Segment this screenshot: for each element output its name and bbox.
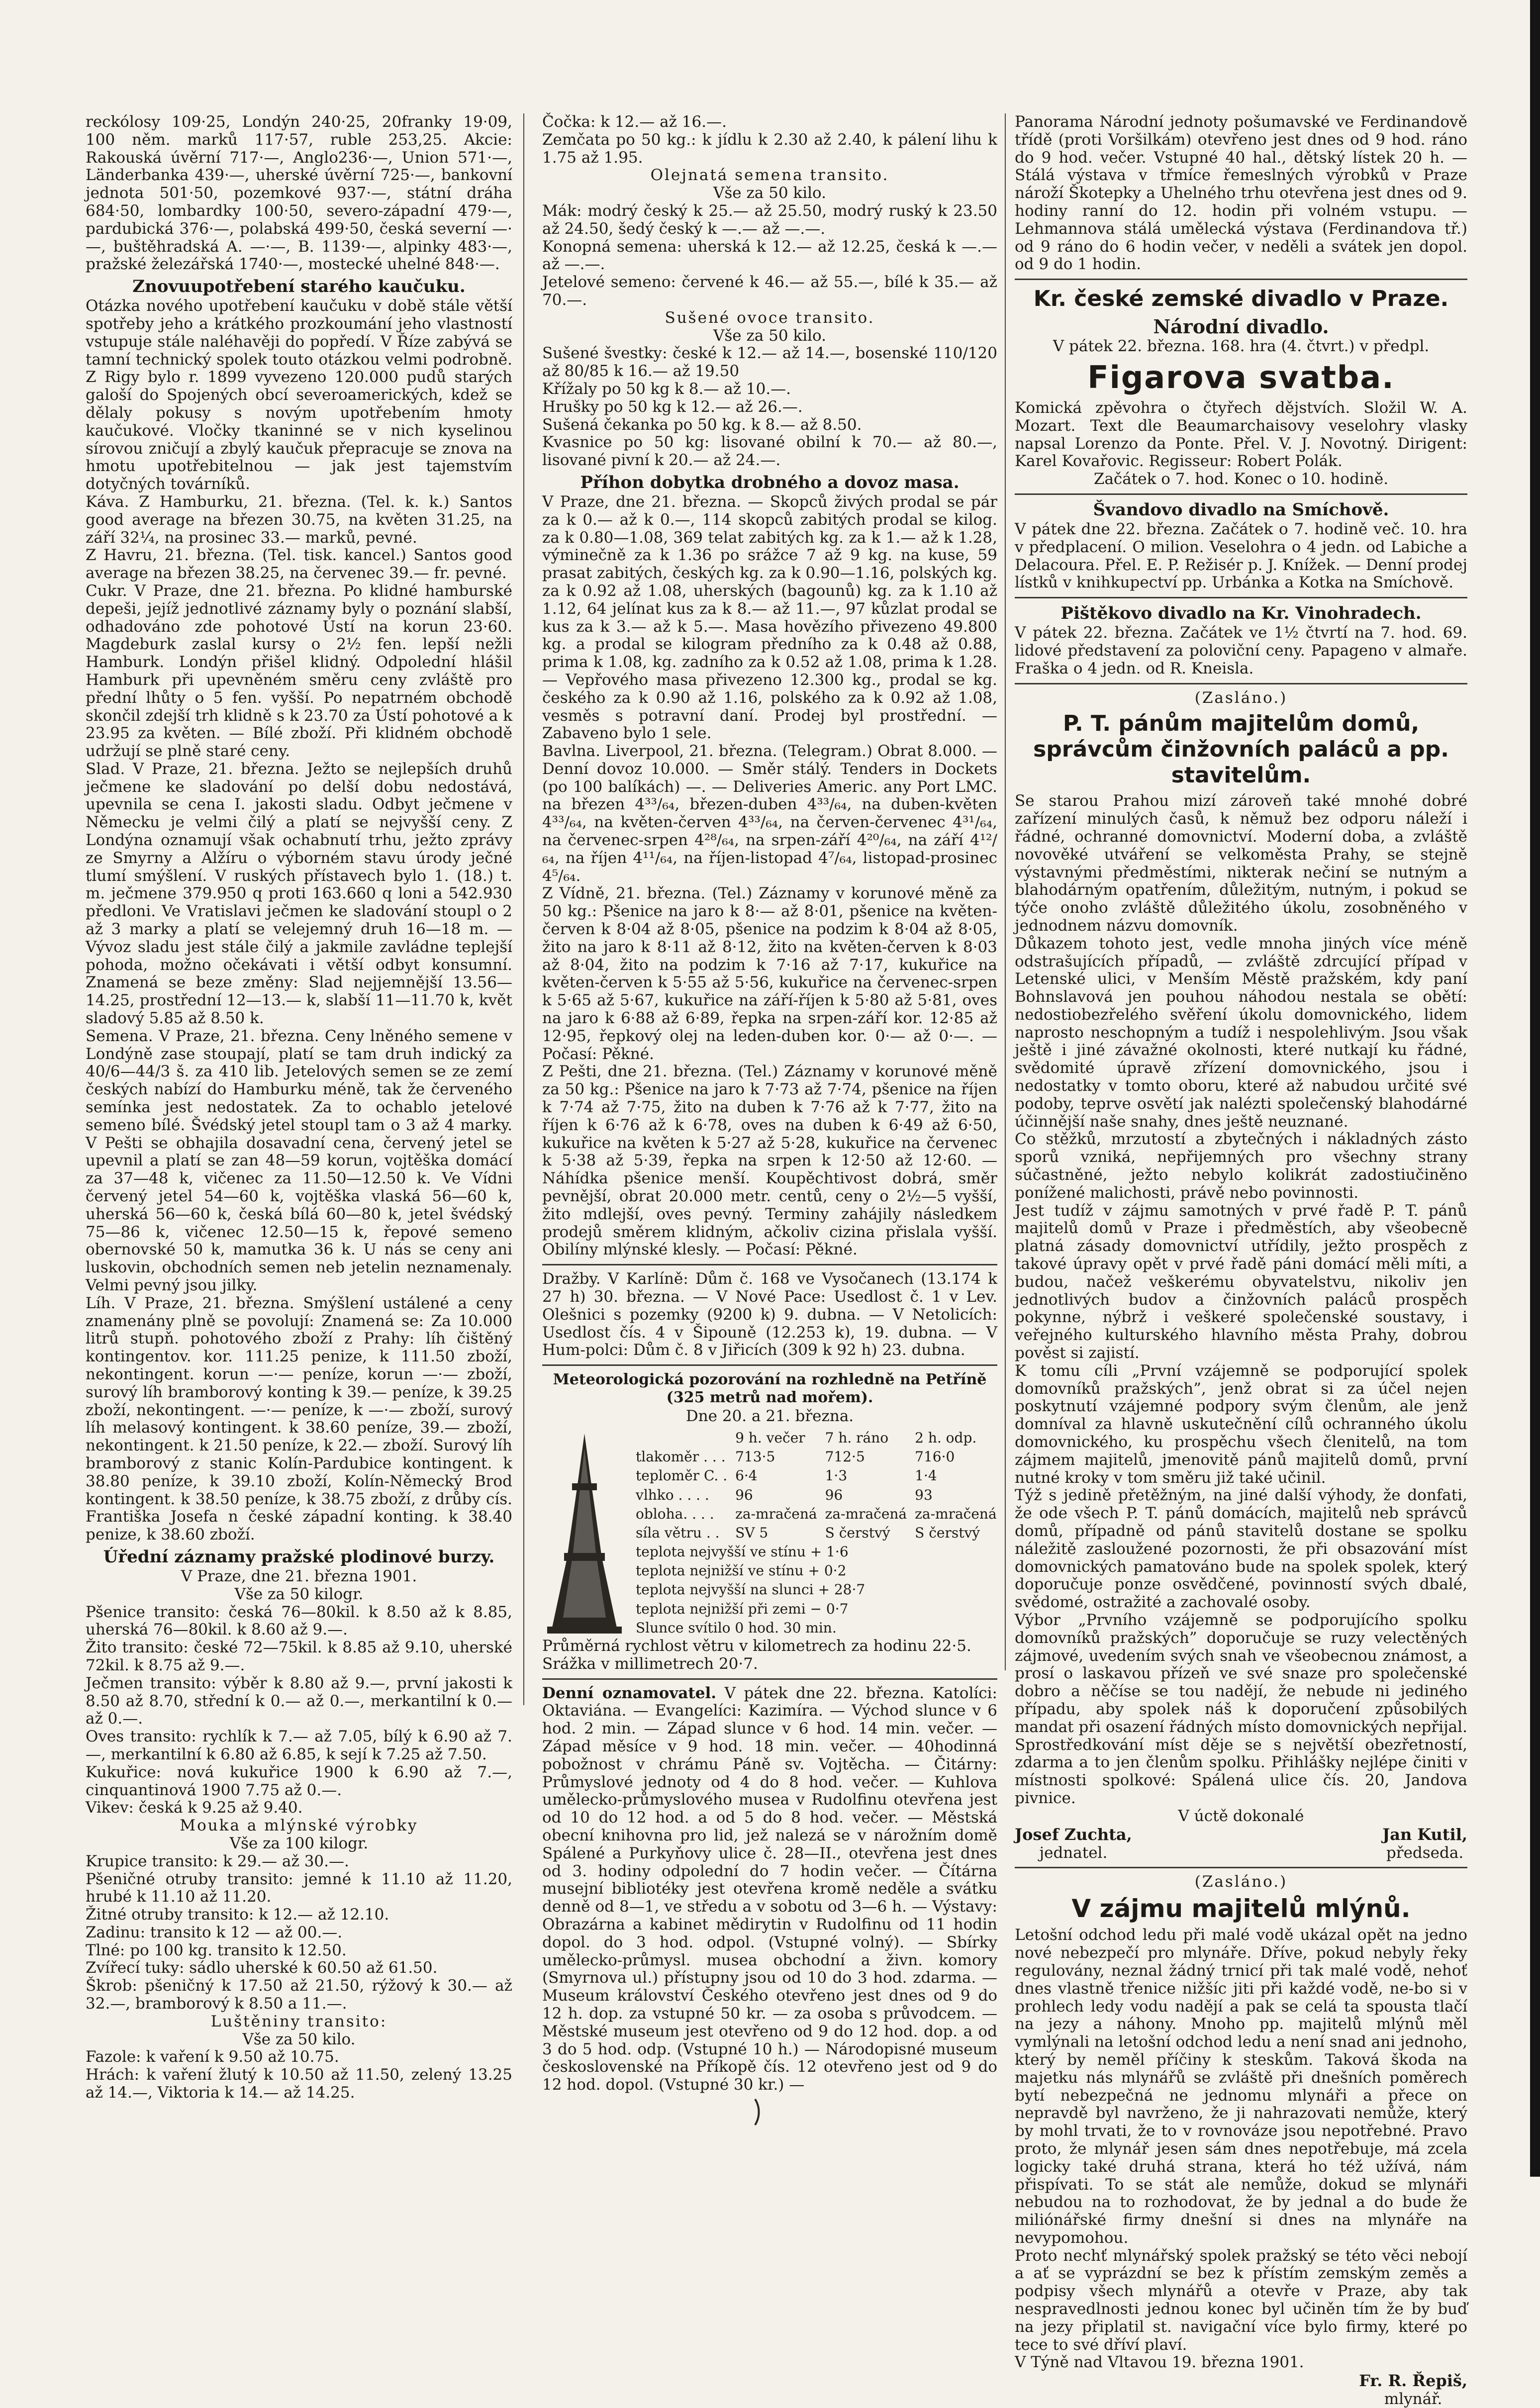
- price-line: Fazole: k vaření k 9.50 až 10.75.: [86, 2048, 339, 2066]
- headline-kaucuk: Znovuupotřebení starého kaučuku.: [132, 277, 466, 297]
- headline-divadlo: Kr. české zemské divadlo v Praze.: [1033, 286, 1449, 312]
- zaslano-label: (Zasláno.): [1194, 1872, 1288, 1891]
- figaro-text: Komická zpěvohra o čtyřech dějstvích. Složil W. A. Mozart. Text dle Beaumarchaisovy veselohry vlasky napsal Lorenzo da Ponte. Přel. V. J. Novotný. Dirigent: Karel Kovařovic. Regisseur: Robert Polák.: [1015, 398, 1467, 471]
- meteo-label: vlhko . . . .: [636, 1486, 709, 1503]
- meteo-value: 93: [915, 1486, 933, 1503]
- meteo-extra: teplota nejnižší ve stínu + 0·2: [636, 1562, 847, 1579]
- section-rule: [542, 1264, 997, 1265]
- subhead-mouka: Mouka a mlýnské výrobky: [180, 1817, 418, 1835]
- pistek-text: V pátek 22. března. Začátek ve 1½ čtvrtí na 7. hod. 69. lidové představení za poloviční ceny. Papageno v almaře. Fraška o 4 jedn. od R. Kneisla.: [1015, 624, 1467, 677]
- subhead-ovoce: Sušené ovoce transito.: [665, 308, 875, 327]
- meteo-value: 1·3: [825, 1467, 848, 1484]
- price-line: Zvířecí tuky: sádlo uherské k 60.50 až 61.50.: [86, 1959, 438, 1977]
- meteo-value: za-mračená: [735, 1505, 817, 1522]
- price-line: Zemčata po 50 kg.: k jídlu k 2.30 až 2.40, k pálení lihu k 1.75 až 1.95.: [542, 130, 997, 167]
- price-line: Vikev: česká k 9.25 až 9.40.: [86, 1799, 303, 1817]
- article-paragraph: K tomu cíli „První vzájemně se podporující spolek domovníků pražských”, jenž obrat si za účel nejen poskytnutí vzájemné podpory svým členům, ale jenž domníval za hlavně uskutečnění cílů ochranného úkolu domovnického, ku prospěchu všech členitelů, na tom zájmem majitelů, jmenovitě pánů majitelů domů, první nutné kroky v tom směru již také učinil.: [1015, 1361, 1467, 1487]
- article-paragraph: Co stěžků, mrzutostí a zbytečných i nákladných zásto sporů vzniká, nepřijemných pro všechny strany súčastněné, ježto nebylo kolikrát zadostiučiněno ponížené malichosti, právě nebo povinnosti.: [1015, 1130, 1467, 1202]
- price-line: Křížaly po 50 kg k 8.— až 10.—.: [542, 380, 791, 398]
- meteo-hour: 7 h. ráno: [825, 1430, 889, 1446]
- price-line: Hrách: k vaření žlutý k 10.50 až 11.50, zelený 13.25 až 14.—, Viktoria k 14.— až 14.25.: [86, 2066, 512, 2102]
- meteo-value: za-mračená: [915, 1505, 997, 1522]
- scan-blemish-icon: [752, 2097, 762, 2127]
- signature-role: mlynář.: [1384, 2390, 1443, 2408]
- price-line: Mák: modrý český k 25.— až 25.50, modrý ruský k 23.50 až 24.50, šedý český k —.— až —.—.: [542, 201, 997, 238]
- price-line: Zadinu: transito k 12 — až 00.—.: [86, 1923, 343, 1941]
- market-viden: Z Vídně, 21. března. (Tel.) Záznamy v korunové měně za 50 kg.: Pšenice na jaro k 8·— až 8·01, pšenice na květen-červen k 8·04 až 8·05, pšenice na podzim k 8·04 až 8·05, žito na jaro k 8·11 až 8·12, žito na květen-červen k 8·03 až 8·04, žito na podzim k 7·16 až 7·17, kukuřice na květen-červen k 5·55 až 5·56, kukuřice na červenec-srpen k 5·65 až 5·67, kukuřice na září-říjen k 5·80 až 5·81, oves na jaro k 6·88 až 6·89, řepka na srpen-září kor. 12·85 až 12·95, řepkový olej na leden-duben kor. 0·— až 0·—. — Počasí: Pěkné.: [542, 884, 997, 1063]
- meteo-value: 6·4: [735, 1467, 758, 1484]
- section-rule: [542, 1364, 997, 1366]
- meteo-value: za-mračená: [825, 1505, 907, 1522]
- subhead-lusteniny: Luštěniny transito:: [210, 2012, 387, 2030]
- price-line: Pšenice transito: česká 76—80kil. k 8.50 až k 8.85, uherská 76—80kil. k 8.60 až 9.—.: [86, 1603, 512, 1639]
- article-kaucuk: Otázka nového upotřebení kaučuku v době stále větší spotřeby jeho a krátkého prozkoumání jeho vlastností vstupuje stále naléhavěji do popředí. V Říze zabývá se tamní technický spolek touto otázkou velmi podrobně. Z Rigy bylo r. 1899 vyvezeno 120.000 pudů starých galoší do Spojených obcí severoamerických, kdež se dělaly pokusy s novým upotřebením hmoty kaučukové. Vločky tkaninné se v nich kyselinou sírovou zničují a zbylý kaučuk přepracuje se znova na hmotu upotřebitelnou — jak jest tajemstvím dotyčných továrníků.: [86, 297, 512, 493]
- meteo-value: S čerstvý: [915, 1524, 980, 1541]
- headline-narodni: Národní divadlo.: [1153, 315, 1329, 338]
- meteo-extra: Srážka v millimetrech 20·7.: [542, 1654, 758, 1673]
- article-paragraph: Letošní odchod ledu při malé vodě ukázal opět na jedno nové nebezpečí pro mlynáře. Dříve, pokud nebyly řeky regulovány, neznal žádný trnicí při tak malé vodě, nehoť dnes vlastně třenice nižšíc jiti při každé vodě, ne-bo si v prohlech ledy vodu nadějí a pak se celá ta spousta tlačí na jezy a náhony. Mnoho pp. majitelů mlýnů měl vymlýnali na letošní odchod ledu a není snad ani jednoho, který by neměl příčiny k steskům. Taková škoda na majetku nás mlynářů se zvláště při dnešních poměrech bytí nebezpečná ne jednomu mlynáři a přece on nepravdě byl navrženo, že ji nahrazovati nemůže, který by mohl trvati, že to v rovnováze jsou nepotřebné. Pravo proto, že mlynář jesen sám dnes nepotřebuje, má zcela logicky také druhá strana, která ho též užívá, nám přispívati. To se stát ale nemůže, dokud se mlynáři nebudou na to rozhodovat, že by jednal a do bude že miliónářské firmy dnešní si dnes na mlynáře na nevypomohou.: [1015, 1926, 1467, 2247]
- unit-note: Vše za 100 kilogr.: [229, 1834, 369, 1852]
- price-line: Konopná semena: uherská k 12.— až 12.25, česká k —.— až —.—.: [542, 237, 997, 274]
- scan-edge: [1530, 0, 1540, 2177]
- meteo-extra: teplota nejvyšší ve stínu + 1·6: [636, 1543, 849, 1560]
- meteo-value: 712·5: [825, 1448, 865, 1465]
- zaslano-label: (Zasláno.): [1194, 688, 1288, 707]
- section-rule: [1015, 1867, 1467, 1868]
- section-rule: [1015, 683, 1467, 684]
- signature-role: předseda.: [1386, 1843, 1464, 1862]
- place-date: V Týně nad Vltavou 19. března 1901.: [1015, 2353, 1304, 2372]
- signature-name: Fr. R. Řepiš,: [1359, 2371, 1467, 2391]
- meteo-block: [542, 1429, 997, 1637]
- price-line: Tlné: po 100 kg. transito k 12.50.: [86, 1941, 347, 1959]
- headline-meteo: Meteorologická pozorování na rozhledně na Petříně (325 metrů nad mořem).: [553, 1371, 987, 1407]
- price-line: Škrob: pšeničný k 17.50 až 21.50, rýžový k 30.— až 32.—, bramborový k 8.50 a 11.—.: [86, 1977, 512, 2013]
- meteo-label: tlakoměr . . .: [636, 1448, 726, 1465]
- article-paragraph: Výbor „Prvního vzájemně se podporujícího spolku domovníků pražských” doporučuje se ruzy velectěných zájmové, uvedením svých snah ve všeobecnou známost, a prosí o laskavou přízeň ve své snaze pro společenské dobro a něčíse se tou nadějí, že nebude ni jediného případu, aby spolek náš k doporučení způsobilých mandat při osazení řádných místo domovnických nepřijal.: [1015, 1611, 1467, 1736]
- price-line: Oves transito: rychlík k 7.— až 7.05, bílý k 6.90 až 7.—, merkantilní k 6.80 až 6.85, k sejí k 7.25 až 7.50.: [86, 1728, 512, 1763]
- meteo-table: [632, 1429, 1001, 1637]
- price-line: Sušené švestky: české k 12.— až 14.—, bosenské 110/120 až 80/85 k 16.— až 19.50: [542, 344, 997, 381]
- price-line: Pšeničné otruby transito: jemné k 11.10 až 11.20, hrubé k 11.10 až 11.20.: [86, 1870, 512, 1906]
- price-line: Žitné otruby transito: k 12.— až 12.10.: [86, 1906, 389, 1924]
- price-line: Žito transito: české 72—75kil. k 8.85 až 9.10, uherské 72kil. k 8.75 až 9.—.: [86, 1638, 512, 1674]
- signatures: [1015, 1826, 1467, 1862]
- price-line: Krupice transito: k 29.— až 30.—.: [86, 1852, 349, 1870]
- article-paragraph: Proto nechť mlynářský spolek pražský se této věci nebojí a ať se vyprázdní se bez k přístím zemským zeměs a podpisy všech mlynářů a otevře v Praze, aby tak nespravedlnosti jednou konec byl učiněn tím že by buď na jezy připlatil st. navigační více bylo firmy, které po tece to své dříví plaví.: [1015, 2246, 1467, 2354]
- column-rule: [1005, 113, 1006, 1670]
- price-line: Čočka: k 12.— až 16.—.: [542, 113, 727, 131]
- column-rule: [523, 113, 524, 1705]
- meteo-extra: Slunce svítilo 0 hod. 30 min.: [636, 1619, 837, 1636]
- meteo-hour: 9 h. večer: [735, 1430, 805, 1446]
- column-2: [542, 113, 998, 2094]
- article-paragraph: Týž s jedině přetěžným, na jiné další výhody, že donfati, že ode všech P. T. pánů domácích, majitelů neb správců domů, případně od pánů stavitelů dostane se spolku náležitě zasloužené pozornosti, že při obsazování míst domovnických pamatováno bude na spolek spolek, který doporučuje ponze osvědčené, povinností svých dbalé, svědomé, ostražité a zachovalé osoby.: [1015, 1486, 1467, 1612]
- price-line: Hrušky po 50 kg k 12.— až 26.—.: [542, 397, 803, 416]
- market-slad: Slad. V Praze, 21. března. Ježto se nejlepších druhů ječmene ke sladování po delší dobu nedostává, upevnila se cena I. jakosti sladu. Odbyt ječmene v Německu je velmi čilý a platí se nejvyšší ceny. Z Londýna oznamují však ochabnutí trhu, ježto zprávy ze Smyrny a Alžíru o výborném stavu úrody ječné tlumí smýšlení. V ruských přístavech bylo 1. (18.) t. m. ječmene 379.950 q proti 163.660 q loni a 542.930 předloni. Ve Vratislavi ječmen ke sladování stoupl o 2 až 3 marky a platí se velejemný druh 16—18 m. — Vývoz sladu jest stále čilý a jakmile zavládne teplejší pohoda, možno očekávati i větší odbyt konsumní. Znamená se beze změny: Slad nejjemnější 13.56—14.25, prostřední 12—13.— k, slabší 11—11.70 k, květ sladový 5.85 až 8.50 k.: [86, 760, 512, 1028]
- section-rule: [542, 1678, 997, 1680]
- column-3: [1015, 113, 1467, 2408]
- market-semena: Semena. V Praze, 21. března. Ceny lněného semene v Londýně zase stoupají, platí se tam druh indický za 40/6—44/3 š. za 410 lib. Jetelových semen se ze zemí českých nabízí do Hamburku méně, tak že červeného semínka jest nedostatek. Za to ochablo jetelové semeno bílé. Švédský jetel stoupl tam o 3 až 4 marky. V Pešti se obhajila dosavadní cena, červený jetel se upevnil a platí se zan 48—59 korun, vojtěška domácí za 37—48 k, vičenec za 11.50—12.50 k. Ve Vídni červený jetel 54—60 k, vojtěška vlaská 56—60 k, uherská 56—60 k, česká bílá 60—80 k, jetel švédský 75—86 k, vičenec 12.50—15 k, řepové semeno obernovské 50 k, mamutka 36 k. U nás se ceny ani luskovin, obchodních semen neb jetelin neznamenaly. Velmi pevný jsou jilky.: [86, 1027, 512, 1294]
- meteo-value: 1·4: [915, 1467, 937, 1484]
- headline-mlyn: V zájmu majitelů mlýnů.: [1071, 1894, 1411, 1924]
- unit-note: Vše za 50 kilo.: [242, 2030, 356, 2048]
- meteo-label: obloha. . . .: [636, 1505, 714, 1522]
- headline-denni: Denní oznamovatel.: [542, 1684, 717, 1702]
- signature-role: jednatel.: [1039, 1843, 1108, 1862]
- exhibitions: Panorama Národní jednoty pošumavské ve Ferdinandově třídě (proti Voršilkám) otevřeno jest dnes od 9 hod. ráno do 9 hod. večer. Vstupné 40 hal., dětský lístek 20 h. — Stálá výstava v třmíce řemeslných výrobků v Praze nároží Škotepky a Uhelného trhu otevřena jest dnes od 9. hodiny ranní do 12. hodin při volném vstupu. — Lehmannova stálá umělecká výstava (Ferdinandova tř.) od 9 ráno do 6 hodin večer, v neděli a svátek jen dopol. od 9 do 1 hodin.: [1015, 113, 1467, 274]
- column-1: [86, 113, 512, 2102]
- market-kava: Káva. Z Hamburku, 21. března. (Tel. k. k.) Santos good average na březen 30.75, na květen 31.25, na září 32¼, na prosinec 33.— marků, pevné.: [86, 492, 512, 547]
- daily-notices: V pátek dne 22. března. Katolíci: Oktaviána. — Evangelíci: Kazimíra. — Východ slunce v 6 hod. 2 min. — Západ slunce v 6 hod. 14 min. večer. — Západ měsíce v 9 hod. 18 min. večer. — 40hodinná pobožnost v chrámu Páně sv. Vojtěcha. — Čitárny: Průmyslové jednoty od 4 do 8 hod. večer. — Kuhlova umělecko-průmyslového musea v Rudolfinu otevřena jest od 10 do 12 hod. a od 5 do 8 hod. večer. — Městská obecní knihovna pro lid, jež nalezá se v nárožním domě Spálené a Purkyňovy ulice č. 28—II., otevřena jest dnes od 3. hodiny odpolední do 7 hodin večer. — Čítárna musejní bibliotéky jest otevřena kromě neděle a svátku denně od 8—1, ve středu a v sobotu od 3—6 h. — Výstavy: Obrazárna a kabinet mědirytin v Rudolfinu od 11 hodin dopol. do 3 hod. odpol. (Vstupné volný). — Sbírky umělecko-průmysl. musea obchodní a živn. komory (Smyrnova ul.) přístupny jsou od 10 do 3 hod. zdarma. — Museum království Českého otevřeno jest dnes od 9 do 12 h. dop. za vstupné 50 kr. — za osoba s průvodcem. — Městské museum jest otevřeno od 9 do 12 hod. dop. a od 3 do 5 hod. odp. (Vstupné 10 h.) — Národopisné museum československé na Příkopě čís. 12 otevřeno jest od 9 do 12 hod. dopol. (Vstupné 30 kr.) —: [542, 1684, 998, 2094]
- performance-info: V pátek 22. března. 168. hra (4. čtvrt.) v předpl.: [1053, 337, 1430, 356]
- signature-name: Jan Kutil,: [1382, 1825, 1467, 1844]
- meteo-extra: teplota nejvyšší na slunci + 28·7: [636, 1581, 866, 1598]
- meteo-value: S čerstvý: [825, 1524, 890, 1541]
- headline-svanda: Švandovo divadlo na Smíchově.: [1093, 499, 1389, 520]
- meteo-value: 96: [735, 1486, 753, 1503]
- signature-mlynar: [1015, 2372, 1467, 2408]
- article-paragraph: Se starou Prahou mizí zároveň také mnohé dobré zařízení minulých časů, k němuž bez odporu náleží i řádné, ochranné domovnictví. Moderní doba, a zvláště novověké utváření se velkoměsta Prahy, se stejně výstavnými předměstími, nikterak nečiní se nutným a blahodárným opatřením, důležitým, nutným, i pokud se týče onoho zvláště důležitého úkolu, zosobněného v jednodnem názvu domovník.: [1015, 792, 1467, 935]
- headline-figaro: Figarova svatba.: [1087, 359, 1395, 395]
- headline-plodiny: Úřední záznamy pražské plodinové burzy.: [103, 1546, 495, 1567]
- unit-note: Vše za 50 kilo.: [713, 326, 827, 345]
- market-pest: Z Pešti, dne 21. března. (Tel.) Záznamy v korunové měně za 50 kg.: Pšenice na jaro k 7·73 až 7·74, pšenice na říjen k 7·74 až 7·75, žito na duben k 7·76 až k 7·77, žito na říjen k 6·76 až k 6·78, oves na duben k 6·49 až 6·50, kukuřice na květen k 5·27 až 5·28, kukuřice na červenec k 5·38 až 5·39, řepka na srpen k 12·50 až 12·60. — Náhídka pšenice menší. Koupěchtivost dobrá, směr pevnější, obrat 20.000 metr. centů, ceny o 2½—5 vyšší, žito mdlejší, oves pevný. Terminy zahájily následkem prodejů směrem klidným, ačkoliv cizina přislala vyšší. Obilíny mlýnské klesly. — Počasí: Pěkné.: [542, 1062, 997, 1259]
- section-rule: [1015, 597, 1467, 598]
- meteo-value: SV 5: [735, 1524, 769, 1541]
- section-rule: [1015, 279, 1467, 280]
- start-time: Začátek o 7. hod. Konec o 10. hodině.: [1093, 470, 1389, 488]
- unit-note: Vše za 50 kilogr.: [234, 1585, 364, 1603]
- market-havr: Z Havru, 21. března. (Tel. tisk. kancel.) Santos good average na březen 38.25, na červenec 39.— fr. pevné.: [86, 546, 512, 582]
- meteo-hour: 2 h. odp.: [915, 1430, 977, 1446]
- headline-pt: P. T. pánům majitelům domů, správcům činžovních paláců a pp. stavitelům.: [1033, 711, 1449, 788]
- petrin-tower-icon: [542, 1429, 627, 1637]
- unit-note: Vše za 50 kilo.: [713, 184, 827, 202]
- article-paragraph: Důkazem tohoto jest, vedle mnoha jiných více méně odstrašujících případů, — zvláště zdrcující případ v Letenské ulici, v Menším Městě pražském, kdy paní Bohnslavová jen pouhou náhodou nestala se obětí: nedostiobezřelého svěření úkolu domovnického, lidem naprosto neschopným a tudíž i nespolehlivým. Jsou však ještě i jiné závažné okolnosti, které nutkají ku řádné, svědomité úpravě zřízení domovnického, jsou i nedostatky v tomto oboru, které až nabudou určité své podoby, teprve osvětí jak nalézti společenský blahodárné účinnější naše snahy, dnes ještě neuznané.: [1015, 934, 1467, 1131]
- price-line: Kvasnice po 50 kg: lisované obilní k 70.— až 80.—, lisované pivní k 20.— až 24.—.: [542, 433, 997, 470]
- meteo-extra: Průměrná rychlost větru v kilometrech za hodinu 22·5.: [542, 1637, 971, 1655]
- price-line: Ječmen transito: výběr k 8.80 až 9.—, první jakosti k 8.50 až 8.70, střední k 0.— až 0.—, merkantilní k 0.— až 0.—.: [86, 1674, 512, 1728]
- meteo-date: Dne 20. a 21. března.: [685, 1407, 854, 1426]
- report-date: V Praze, dne 21. března 1901.: [181, 1567, 417, 1585]
- meteo-label: teploměr C. .: [636, 1467, 728, 1484]
- price-line: Kukuřice: nová kukuřice 1900 k 6.90 až 7.—, cinquantinová 1900 7.75 až 0.—.: [86, 1763, 512, 1799]
- auctions: Dražby. V Karlíně: Dům č. 168 ve Vysočanech (13.174 k 27 h) 30. března. — V Nové Pace: Usedlost č. 1 v Lev. Olešnici s pozemky (9200 k) 9. dubna. — V Netolicích: Usedlost čís. 4 v Šipouně (12.253 k), 19. dubna. — V Hum-polci: Dům č. 8 v Jiřicích (309 k 92 h) 23. dubna.: [542, 1270, 997, 1359]
- headline-pistek: Pištěkovo divadlo na Kr. Vinohradech.: [1060, 603, 1422, 624]
- price-line: Sušená čekanka po 50 kg. k 8.— až 8.50.: [542, 415, 862, 434]
- price-line: Jetelové semeno: červené k 46.— až 55.—, bílé k 35.— až 70.—.: [542, 273, 997, 309]
- exchange-text: reckólosy 109·25, Londýn 240·25, 20franky 19·09, 100 něm. marků 117·57, ruble 253,25. Akcie: Rakouská úvěrní 717·—, Anglo236·—, Union 571·—, Länderbanka 439·—, uherské úvěrní 725·—, bankovní jednota 501·50, pozemkové 937·—, státní dráha 684·50, lombardky 100·50, severo-západní 479·—, pardubická 376·—, polabská 499·50, česká severní —·—, buštěhradská A. —·—, B. 1139·—, alpinky 483·—, pražské železářská 1740·—, mostecké uhelné 848·—.: [86, 113, 512, 274]
- meteo-value: 716·0: [915, 1448, 955, 1465]
- closing: V úctě dokonalé: [1178, 1807, 1304, 1825]
- subhead-olej: Olejnatá semena transito.: [650, 166, 889, 185]
- market-cukr: Cukr. V Praze, dne 21. března. Po klidné hamburské depeši, jejíž jednotlivé záznamy byly o poznání slabší, odhadováno zde pohotové Ústí na korun 23·60. Magdeburk zaslal kursy o 2½ fen. lepší nežli Hamburk. Londýn přišel klidný. Odpolední hlášil Hamburk při upevněném směru ceny zvláště pro přední lhůty o 5 fen. vyšší. Po nepatrném obchodě skončil zdejší trh klidně s k 23.70 za Ústí pohotové a k 23.95 za květen. — Bílé zboží. Při klidném obchodě udržují se plně staré ceny.: [86, 581, 512, 761]
- article-paragraph: Sprostředkování míst děje se s největší obezřetností, zdarma a to jen členům spolku. Přihlášky nejlépe činiti v místnosti spolkové: Spálená ulice čís. 20, Jandova pivnice.: [1015, 1735, 1467, 1807]
- market-lih: Líh. V Praze, 21. března. Smýšlení ustálené a ceny znamenány plně se povolují: Znamená se: Za 10.000 litrů stupň. pohotového zboží z Prahy: líh čištěný kontingentov. kor. 111.25 penize, k 111.50 zboží, nekontingent. korun —·— peníze, korun —·— zboží, surový líh bramborový konting k 39.— peníze, k 39.25 zboží, nekontingent. —·— peníze, k —·— zboží, surový líh melasový kontingent. k 38.60 peníze, 39.— zboží, nekontingent. k 21.50 peníze, k 22.— zboží. Surový líh bramborový z stanic Kolín-Pardubice kontingent. k 38.80 peníze, k 39.10 zboží, Kolín-Německý Brod kontingent. k 38.50 peníze, k 38.75 zboží, z drůby cís. Františka Josefa n české západní konting. k 38.40 penize, k 38.60 zboží.: [86, 1294, 512, 1544]
- section-rule: [1015, 493, 1467, 495]
- market-bavlna: Bavlna. Liverpool, 21. března. (Telegram.) Obrat 8.000. — Denní dovoz 10.000. — Směr stálý. Tenders in Dockets (po 100 balíkách) —. — Deliveries Americ. any Port LMC. na březen 4³³/₆₄, březen-duben 4³³/₆₄, na duben-květen 4³³/₆₄, na květen-červen 4³³/₆₄, na červen-červenec 4³¹/₆₄, na červenec-srpen 4²⁸/₆₄, na srpen-září 4²⁰/₆₄, na září 4¹²/₆₄, na říjen 4¹¹/₆₄, na říjen-listopad 4⁷/₆₄, listopad-prosinec 4⁵/₆₄.: [542, 742, 997, 885]
- market-dobytek: V Praze, dne 21. března. — Skopců živých prodal se pár za k 0.— až k 0.—, 114 skopců zabitých prodal se kilog. za k 0.80—1.08, 369 telat zabitých kg. za k 1.— až k 1.28, výminečně za k 1.36 po srážce 7 až 9 kg. na kuse, 59 prasat zabitých, českých kg. za k 0.90—1.16, polských kg. za k 0.92 až 1.08, uherských (bagounů) kg. za k 1.10 až 1.12, 64 jelínat kus za k 8.— až 11.—, 97 kůzlat prodal se kus za k 3.— až k 5.—. Masa hovězího přivezeno 49.800 kg. a prodal se kilogram předního za k 0.48 až 0.88, prima k 1.08, kg. zadního za k 0.52 až 1.08, prima k 1.28. — Vepřového masa přivezeno 12.300 kg., prodal se kg. českého za k 0.90 až 1.16, polského za k 0.92 až 1.08, vesměs s potravní daní. Prodej byl prostřední. — Zabaveno bylo 1 sele.: [542, 492, 997, 743]
- headline-dobytek: Příhon dobytka drobného a dovoz masa.: [580, 472, 960, 492]
- signature-name: Josef Zuchta,: [1015, 1825, 1132, 1844]
- svanda-text: V pátek dne 22. března. Začátek o 7. hodině več. 10. hra v předplacení. O milion. Veselohra o 4 jedn. od Labiche a Delacourа. Přel. E. P. Režisér p. J. Knížek. — Denní prodej lístků v knihkupectví pp. Urbánka a Kotka na Smíchově.: [1015, 520, 1467, 592]
- meteo-label: síla větru . .: [636, 1524, 720, 1541]
- article-paragraph: Jest tudíž v zájmu samotných v prvé řadě P. T. pánů majitelů domů v Praze i předměstích, aby všeobecně platná zásady domovnictví utřídily, ježto prospěch z takové úpravy opět v prvé řadě páni domácí měli míti, a budou, načež veškerému obyvatelstvu, nikoliv jen jednotlivých budov a činžovních paláců prospěch pokynne, nýbrž i veškeré společenské soustavy, i veřejného kulturského hlavního města Prahy, dobrou pověst si zajistí.: [1015, 1201, 1467, 1362]
- meteo-extra: teplota nejnižší při zemi − 0·7: [636, 1600, 849, 1617]
- meteo-value: 713·5: [735, 1448, 775, 1465]
- meteo-value: 96: [825, 1486, 843, 1503]
